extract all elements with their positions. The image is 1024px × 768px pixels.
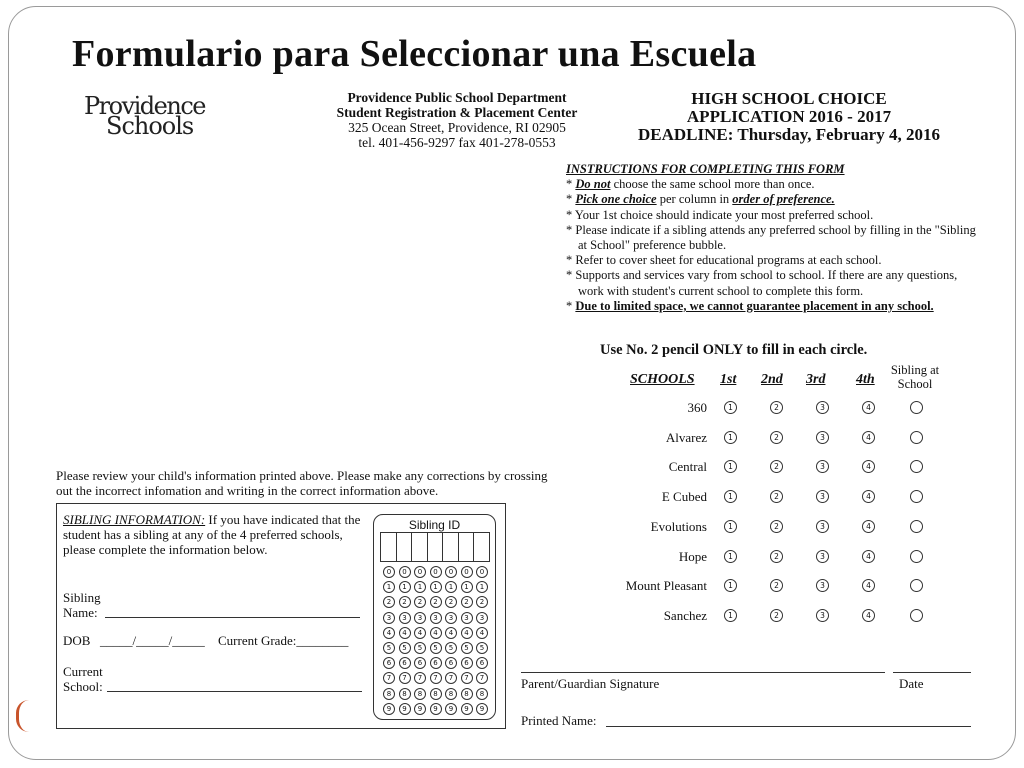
id-digit-bubble[interactable]: 2 bbox=[461, 596, 473, 608]
id-digit-bubble[interactable]: 9 bbox=[414, 703, 426, 715]
sibling-bubble[interactable] bbox=[910, 609, 923, 622]
col-1st-header: 1st bbox=[720, 372, 737, 387]
id-digit-bubble[interactable]: 1 bbox=[445, 581, 457, 593]
sibling-bubble[interactable] bbox=[910, 401, 923, 414]
id-digit-bubble[interactable]: 5 bbox=[461, 642, 473, 654]
id-digit-bubble[interactable]: 4 bbox=[414, 627, 426, 639]
choice-bubble[interactable]: 2 bbox=[770, 520, 783, 533]
id-digit-bubble[interactable]: 3 bbox=[383, 612, 395, 624]
choice-bubble[interactable]: 2 bbox=[770, 460, 783, 473]
id-digit-bubble[interactable]: 3 bbox=[414, 612, 426, 624]
id-digit-bubble[interactable]: 6 bbox=[399, 657, 411, 669]
school-name: Evolutions bbox=[650, 518, 707, 534]
date-label: Date bbox=[899, 676, 924, 691]
id-digit-bubble[interactable]: 7 bbox=[430, 672, 442, 684]
choice-bubble[interactable]: 4 bbox=[862, 609, 875, 622]
accent-bar bbox=[16, 700, 29, 732]
id-digit-bubble[interactable]: 2 bbox=[414, 596, 426, 608]
id-digit-bubble[interactable]: 6 bbox=[383, 657, 395, 669]
id-digit-bubble[interactable]: 1 bbox=[476, 581, 488, 593]
choice-bubble[interactable]: 3 bbox=[816, 431, 829, 444]
choice-bubble[interactable]: 4 bbox=[862, 520, 875, 533]
id-digit-bubble[interactable]: 6 bbox=[476, 657, 488, 669]
choice-bubble[interactable]: 3 bbox=[816, 579, 829, 592]
id-digit-bubble[interactable]: 1 bbox=[430, 581, 442, 593]
sibling-name-field[interactable] bbox=[105, 617, 360, 618]
application-header bbox=[600, 90, 978, 144]
choice-bubble[interactable]: 3 bbox=[816, 609, 829, 622]
choice-bubble[interactable]: 1 bbox=[724, 579, 737, 592]
sibling-id-label: Sibling ID bbox=[408, 518, 461, 532]
id-digit-bubble[interactable]: 4 bbox=[476, 627, 488, 639]
id-digit-bubble[interactable]: 1 bbox=[461, 581, 473, 593]
choice-bubble[interactable]: 4 bbox=[862, 579, 875, 592]
id-digit-bubble[interactable]: 2 bbox=[399, 596, 411, 608]
id-digit-bubble[interactable]: 9 bbox=[399, 703, 411, 715]
choice-bubble[interactable]: 1 bbox=[724, 401, 737, 414]
id-digit-bubble[interactable]: 1 bbox=[414, 581, 426, 593]
dob-label: DOB bbox=[63, 633, 91, 648]
id-digit-bubble[interactable]: 7 bbox=[445, 672, 457, 684]
deadline: DEADLINE: Thursday, February 4, 2016 bbox=[638, 125, 940, 144]
id-digit-bubble[interactable]: 9 bbox=[383, 703, 395, 715]
signature-line[interactable] bbox=[521, 672, 885, 673]
current-school-field[interactable] bbox=[107, 691, 362, 692]
sibling-bubble[interactable] bbox=[910, 431, 923, 444]
printed-name-line[interactable] bbox=[606, 726, 971, 727]
pencil-note: Use No. 2 pencil ONLY to fill in each circle. bbox=[600, 342, 868, 358]
id-digit-bubble[interactable]: 7 bbox=[414, 672, 426, 684]
choice-bubble[interactable]: 1 bbox=[724, 431, 737, 444]
school-name: Sanchez bbox=[663, 607, 707, 623]
id-digit-bubble[interactable]: 5 bbox=[445, 642, 457, 654]
id-digit-bubble[interactable]: 7 bbox=[399, 672, 411, 684]
school-name: Mount Pleasant bbox=[625, 578, 707, 594]
id-digit-bubble[interactable]: 8 bbox=[383, 688, 395, 700]
choice-bubble[interactable]: 4 bbox=[862, 401, 875, 414]
id-digit-bubble[interactable]: 9 bbox=[461, 703, 473, 715]
choice-bubble[interactable]: 3 bbox=[816, 401, 829, 414]
instruction-5: * Refer to cover sheet for educational programs at each school. bbox=[566, 253, 882, 268]
id-digit-bubble[interactable]: 4 bbox=[445, 627, 457, 639]
instruction-3: * Your 1st choice should indicate your most preferred school. bbox=[566, 207, 874, 222]
id-digit-bubble[interactable]: 0 bbox=[445, 566, 457, 578]
department-name: Providence Public School Department bbox=[347, 90, 567, 105]
id-digit-bubble[interactable]: 1 bbox=[383, 581, 395, 593]
id-digit-bubble[interactable]: 3 bbox=[399, 612, 411, 624]
id-digit-bubble[interactable]: 5 bbox=[383, 642, 395, 654]
choice-bubble[interactable]: 2 bbox=[770, 579, 783, 592]
instruction-2: * Pick one choice per column in order of preference. bbox=[566, 192, 835, 207]
department-header bbox=[312, 90, 602, 150]
school-name: Alvarez bbox=[665, 429, 707, 445]
choice-bubble[interactable]: 2 bbox=[770, 550, 783, 563]
col-2nd-header: 2nd bbox=[761, 372, 783, 387]
id-digit-bubble[interactable]: 7 bbox=[476, 672, 488, 684]
id-digit-bubble[interactable]: 1 bbox=[399, 581, 411, 593]
choice-bubble[interactable]: 4 bbox=[862, 490, 875, 503]
id-digit-bubble[interactable]: 2 bbox=[445, 596, 457, 608]
sibling-name-label: Sibling Name: bbox=[63, 590, 101, 620]
id-digit-bubble[interactable]: 5 bbox=[399, 642, 411, 654]
id-digit-bubble[interactable]: 3 bbox=[445, 612, 457, 624]
id-digit-bubble[interactable]: 9 bbox=[430, 703, 442, 715]
center-name: Student Registration & Placement Center bbox=[336, 105, 578, 120]
sibling-bubble[interactable] bbox=[910, 550, 923, 563]
current-grade-field[interactable]: Current Grade:________ bbox=[218, 633, 349, 648]
id-digit-bubble[interactable]: 5 bbox=[430, 642, 442, 654]
id-digit-bubble[interactable]: 8 bbox=[461, 688, 473, 700]
printed-name-label: Printed Name: bbox=[521, 713, 597, 728]
sibling-id-cells[interactable] bbox=[380, 532, 490, 562]
sibling-bubble[interactable] bbox=[910, 520, 923, 533]
choice-bubble[interactable]: 1 bbox=[724, 550, 737, 563]
sibling-at-school-header: Sibling at School bbox=[890, 363, 940, 391]
instruction-4: * Please indicate if a sibling attends any preferred school by filling in the "Sibling at School" preference bubble. bbox=[566, 222, 976, 253]
choice-bubble[interactable]: 3 bbox=[816, 520, 829, 533]
application-line2: APPLICATION 2016 - 2017 bbox=[686, 107, 892, 126]
id-digit-bubble[interactable]: 2 bbox=[476, 596, 488, 608]
choice-bubble[interactable]: 2 bbox=[770, 401, 783, 414]
dob-field[interactable]: _____/_____/_____ bbox=[100, 633, 205, 648]
schools-header: SCHOOLS bbox=[630, 372, 695, 387]
id-digit-bubble[interactable]: 5 bbox=[414, 642, 426, 654]
id-digit-bubble[interactable]: 0 bbox=[461, 566, 473, 578]
id-digit-bubble[interactable]: 4 bbox=[461, 627, 473, 639]
id-digit-bubble[interactable]: 0 bbox=[383, 566, 395, 578]
id-digit-bubble[interactable]: 9 bbox=[445, 703, 457, 715]
school-name: E Cubed bbox=[661, 489, 707, 505]
choice-bubble[interactable]: 2 bbox=[770, 490, 783, 503]
id-digit-bubble[interactable]: 0 bbox=[476, 566, 488, 578]
sibling-info-text: SIBLING INFORMATION: If you have indicated that the student has a sibling at any of the 4 preferred schools, please complete the information below. bbox=[63, 512, 361, 557]
id-digit-bubble[interactable]: 3 bbox=[430, 612, 442, 624]
col-3rd-header: 3rd bbox=[806, 372, 826, 387]
sibling-info-heading: SIBLING INFORMATION: bbox=[63, 512, 206, 527]
date-line[interactable] bbox=[893, 672, 971, 673]
choice-bubble[interactable]: 3 bbox=[816, 460, 829, 473]
department-contact: tel. 401-456-9297 fax 401-278-0553 bbox=[358, 135, 556, 150]
col-4th-header: 4th bbox=[856, 372, 875, 387]
choice-bubble[interactable]: 4 bbox=[862, 460, 875, 473]
providence-schools-logo: Providence Schools bbox=[84, 92, 205, 140]
id-digit-bubble[interactable]: 4 bbox=[399, 627, 411, 639]
id-digit-bubble[interactable]: 6 bbox=[430, 657, 442, 669]
id-digit-bubble[interactable]: 0 bbox=[430, 566, 442, 578]
school-name: 360 bbox=[687, 400, 707, 415]
department-address: 325 Ocean Street, Providence, RI 02905 bbox=[348, 120, 566, 135]
sibling-bubble[interactable] bbox=[910, 490, 923, 503]
id-digit-bubble[interactable]: 3 bbox=[476, 612, 488, 624]
current-school-label: Current School: bbox=[63, 664, 103, 694]
id-digit-bubble[interactable]: 2 bbox=[383, 596, 395, 608]
id-digit-bubble[interactable]: 7 bbox=[383, 672, 395, 684]
choice-bubble[interactable]: 4 bbox=[862, 550, 875, 563]
id-digit-bubble[interactable]: 0 bbox=[414, 566, 426, 578]
choice-bubble[interactable]: 2 bbox=[770, 431, 783, 444]
choice-bubble[interactable]: 2 bbox=[770, 609, 783, 622]
application-line1: HIGH SCHOOL CHOICE bbox=[691, 89, 887, 108]
choice-bubble[interactable]: 4 bbox=[862, 431, 875, 444]
id-digit-bubble[interactable]: 6 bbox=[461, 657, 473, 669]
choice-bubble[interactable]: 1 bbox=[724, 609, 737, 622]
choice-bubble[interactable]: 1 bbox=[724, 490, 737, 503]
school-name: Hope bbox=[678, 548, 707, 564]
id-digit-bubble[interactable]: 6 bbox=[445, 657, 457, 669]
id-digit-bubble[interactable]: 8 bbox=[414, 688, 426, 700]
id-digit-bubble[interactable]: 8 bbox=[430, 688, 442, 700]
id-digit-bubble[interactable]: 3 bbox=[461, 612, 473, 624]
signature-label: Parent/Guardian Signature bbox=[521, 676, 660, 691]
choice-bubble[interactable]: 1 bbox=[724, 520, 737, 533]
instructions-heading: INSTRUCTIONS FOR COMPLETING THIS FORM bbox=[566, 162, 845, 176]
slide-title: Formulario para Seleccionar una Escuela bbox=[72, 33, 757, 75]
id-digit-bubble[interactable]: 8 bbox=[399, 688, 411, 700]
choice-bubble[interactable]: 3 bbox=[816, 550, 829, 563]
choice-bubble[interactable]: 1 bbox=[724, 460, 737, 473]
instruction-6: * Supports and services vary from school to school. If there are any questions, work with student's current school to complete this form. bbox=[566, 268, 958, 298]
instruction-1: * Do not choose the same school more than once. bbox=[566, 177, 815, 192]
instruction-7: * Due to limited space, we cannot guarantee placement in any school. bbox=[566, 298, 934, 313]
review-note: Please review your child's information printed above. Please make any corrections by crossing out the incorrect infomation and writing in the correct information above. bbox=[56, 468, 548, 498]
id-digit-bubble[interactable]: 2 bbox=[430, 596, 442, 608]
school-name: Central bbox=[668, 459, 707, 475]
id-digit-bubble[interactable]: 8 bbox=[445, 688, 457, 700]
id-digit-bubble[interactable]: 8 bbox=[476, 688, 488, 700]
id-digit-bubble[interactable]: 9 bbox=[476, 703, 488, 715]
choice-bubble[interactable]: 3 bbox=[816, 490, 829, 503]
id-digit-bubble[interactable]: 4 bbox=[383, 627, 395, 639]
id-digit-bubble[interactable]: 0 bbox=[399, 566, 411, 578]
id-digit-bubble[interactable]: 4 bbox=[430, 627, 442, 639]
id-digit-bubble[interactable]: 6 bbox=[414, 657, 426, 669]
id-digit-bubble[interactable]: 7 bbox=[461, 672, 473, 684]
instructions bbox=[566, 162, 986, 314]
id-digit-bubble[interactable]: 5 bbox=[476, 642, 488, 654]
